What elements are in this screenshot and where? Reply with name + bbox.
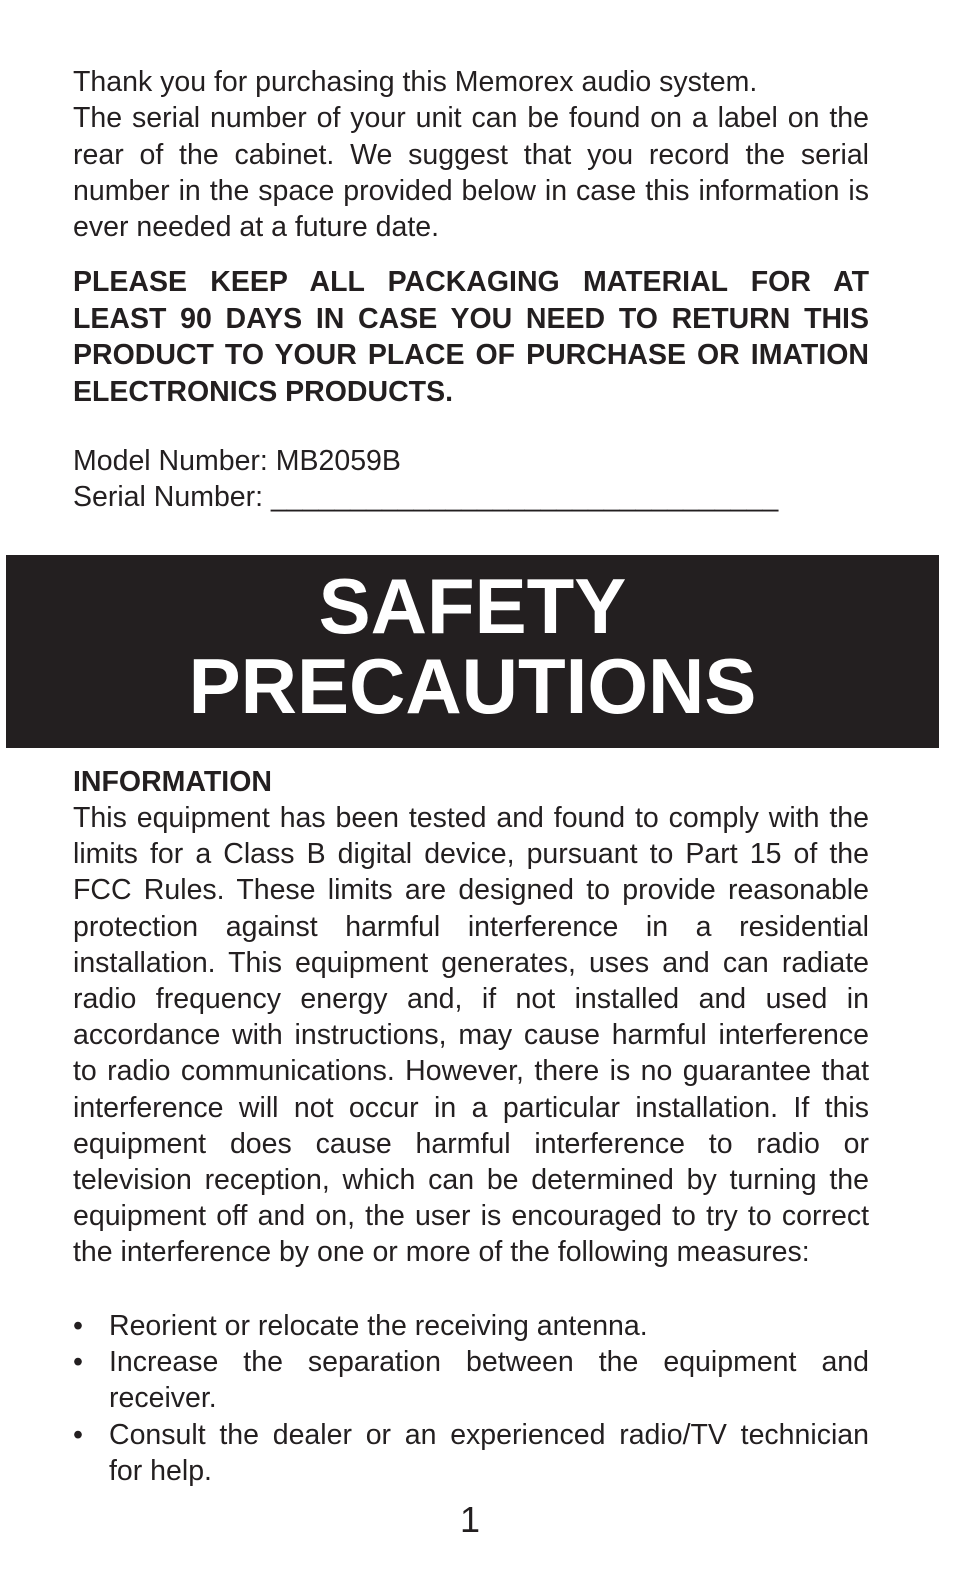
fcc-statement: This equipment has been tested and found to comply with the limits for a Class B digital device, pursuant to Part 15 of the FCC Rules. These limits are designed to provide reasonable protection against harmful interference in a residential installation. This equipment generates, uses and can radiate radio frequency energy and, if not installed and used in accordance with instructions, may cause harmful interference to radio communications. However, there is no guarantee that interference will not occur in a particular installation. If this equipment does cause harmful interference to radio or television reception, which can be determined by turning the equipment off and on, the user is encouraged to try to correct the interference by one or more of the following measures: — [73, 802, 869, 1269]
model-info — [73, 443, 869, 515]
information-heading: INFORMATION — [73, 766, 272, 798]
measures-list — [73, 1308, 869, 1489]
bullet-icon: • — [73, 1346, 83, 1379]
packaging-notice: PLEASE KEEP ALL PACKAGING MATERIAL FOR AT LEAST 90 DAYS IN CASE YOU NEED TO RETURN THIS PRODUCT TO YOUR PLACE OF PURCHASE OR IMATION ELECTRONICS PRODUCTS. — [73, 266, 869, 408]
safety-precautions-banner — [6, 555, 939, 748]
intro-thank-you: Thank you for purchasing this Memorex audio system. — [73, 66, 758, 98]
information-body — [73, 800, 869, 1271]
model-number: Model Number: MB2059B — [73, 445, 401, 477]
page-number: 1 — [459, 1499, 481, 1540]
list-item — [73, 1344, 869, 1416]
bullet-icon: • — [73, 1310, 83, 1342]
measure-text: Increase the separation between the equipment and receiver. — [109, 1346, 869, 1415]
bullet-icon: • — [73, 1418, 83, 1451]
measure-text: Reorient or relocate the receiving antenna. — [109, 1310, 648, 1342]
intro-serial-paragraph: The serial number of your unit can be found on a label on the rear of the cabinet. We suggest that you record the serial number in the space provided below in case this information is ever needed at a future date. — [73, 102, 869, 244]
list-item — [73, 1417, 869, 1489]
banner-title-line1: SAFETY — [318, 562, 627, 650]
banner-title-line2: PRECAUTIONS — [188, 642, 757, 730]
intro-section — [73, 64, 869, 245]
list-item — [73, 1308, 869, 1344]
serial-number-line: Serial Number: ________________________________ — [73, 481, 779, 513]
measure-text: Consult the dealer or an experienced radio/TV technician for help. — [109, 1418, 869, 1487]
